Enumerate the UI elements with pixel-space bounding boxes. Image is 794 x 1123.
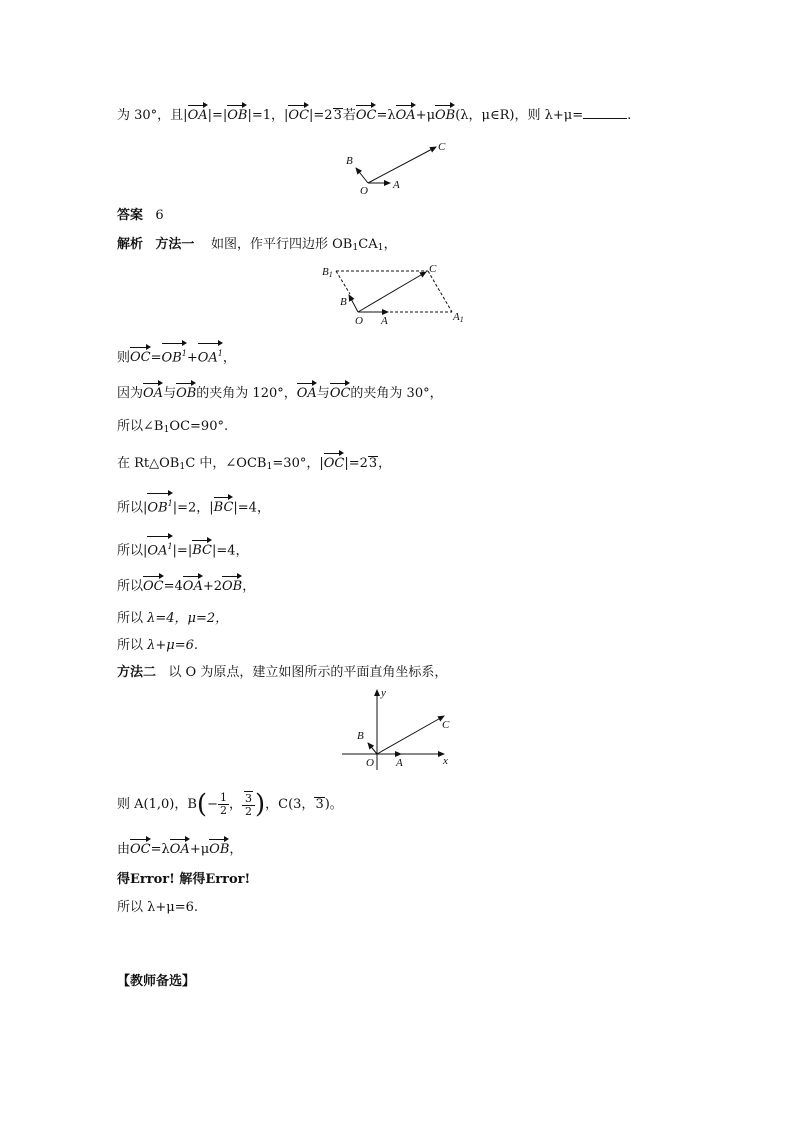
label-a: A [381, 315, 388, 326]
label-b1: B1 [322, 266, 333, 279]
step-from: 由OC=λOA+μOB， [117, 838, 242, 859]
label-a: A [396, 757, 403, 769]
figure-parallelogram [320, 262, 480, 326]
vector-oc [368, 147, 436, 183]
problem-statement: 为 30°，且|OA|=|OB|=1，|OC|=23若OC=λOA+μOB(λ，μ∈R)，则 λ+μ= . [117, 104, 631, 125]
answer-line: 答案 6 [117, 208, 164, 223]
label-c: C [442, 719, 450, 731]
vector-ob [368, 743, 377, 754]
step-8: 所以 λ=4，μ=2， [117, 611, 229, 626]
dash-ca1 [428, 271, 452, 312]
label-c: C [429, 263, 437, 275]
vector-ob [356, 168, 368, 183]
answer-blank [583, 107, 627, 119]
step-9: 所以 λ+μ=6. [117, 638, 199, 653]
step-4: 在 $Rt\triangle OB_1C$ 中，$\angle OCB_1=30^\circ$，|OC|=23， [117, 452, 391, 476]
vector-ob [349, 295, 358, 312]
step-get: 得Error! 解得Error! [117, 872, 251, 887]
step-1: 则$OC=OB^1+OA^1$， [117, 342, 236, 367]
vector-oc [358, 272, 426, 312]
step-coords: 则 A(1,0)，B(− $\frac{1}{2}$ ， $\frac{3}{2}$ )，C(3，3)。 [117, 789, 343, 820]
figure-vectors [340, 138, 470, 198]
label-c: C [438, 141, 446, 153]
step-7: 所以OC=4OA+2OB， [117, 575, 255, 596]
label-b: B [346, 155, 353, 167]
teacher-extra-heading: 【教师备选】 [117, 974, 196, 989]
step-6: 所以$|OA^1|=|BC|=4$， [117, 535, 249, 560]
label-b: B [340, 296, 347, 308]
step-5: 所以$|OB^1|=2$，|BC|=4， [117, 492, 270, 517]
label-y: y [381, 687, 386, 699]
vector-oc [377, 716, 444, 754]
label-o: O [360, 185, 368, 197]
dash-ob1 [336, 271, 350, 294]
step-2: 因为OA与OB的夹角为 120°，OA与OC的夹角为 30°， [117, 382, 443, 403]
analysis-method1: 解析 方法一 如图，作平行四边形 $OB_1CA_1$， [117, 237, 397, 253]
label-x: x [443, 755, 448, 767]
label-o: O [355, 315, 363, 326]
analysis-method2: 方法二 以 O 为原点，建立如图所示的平面直角坐标系， [117, 665, 448, 680]
step-3: 所以$\angle B_1OC=90^\circ$. [117, 419, 229, 435]
label-a1: A1 [453, 311, 464, 324]
label-o: O [366, 757, 374, 769]
step-final: 所以 λ+μ=6. [117, 900, 199, 915]
label-a: A [393, 179, 400, 191]
figure-coordinate-system [338, 686, 458, 774]
label-b: B [357, 730, 364, 742]
